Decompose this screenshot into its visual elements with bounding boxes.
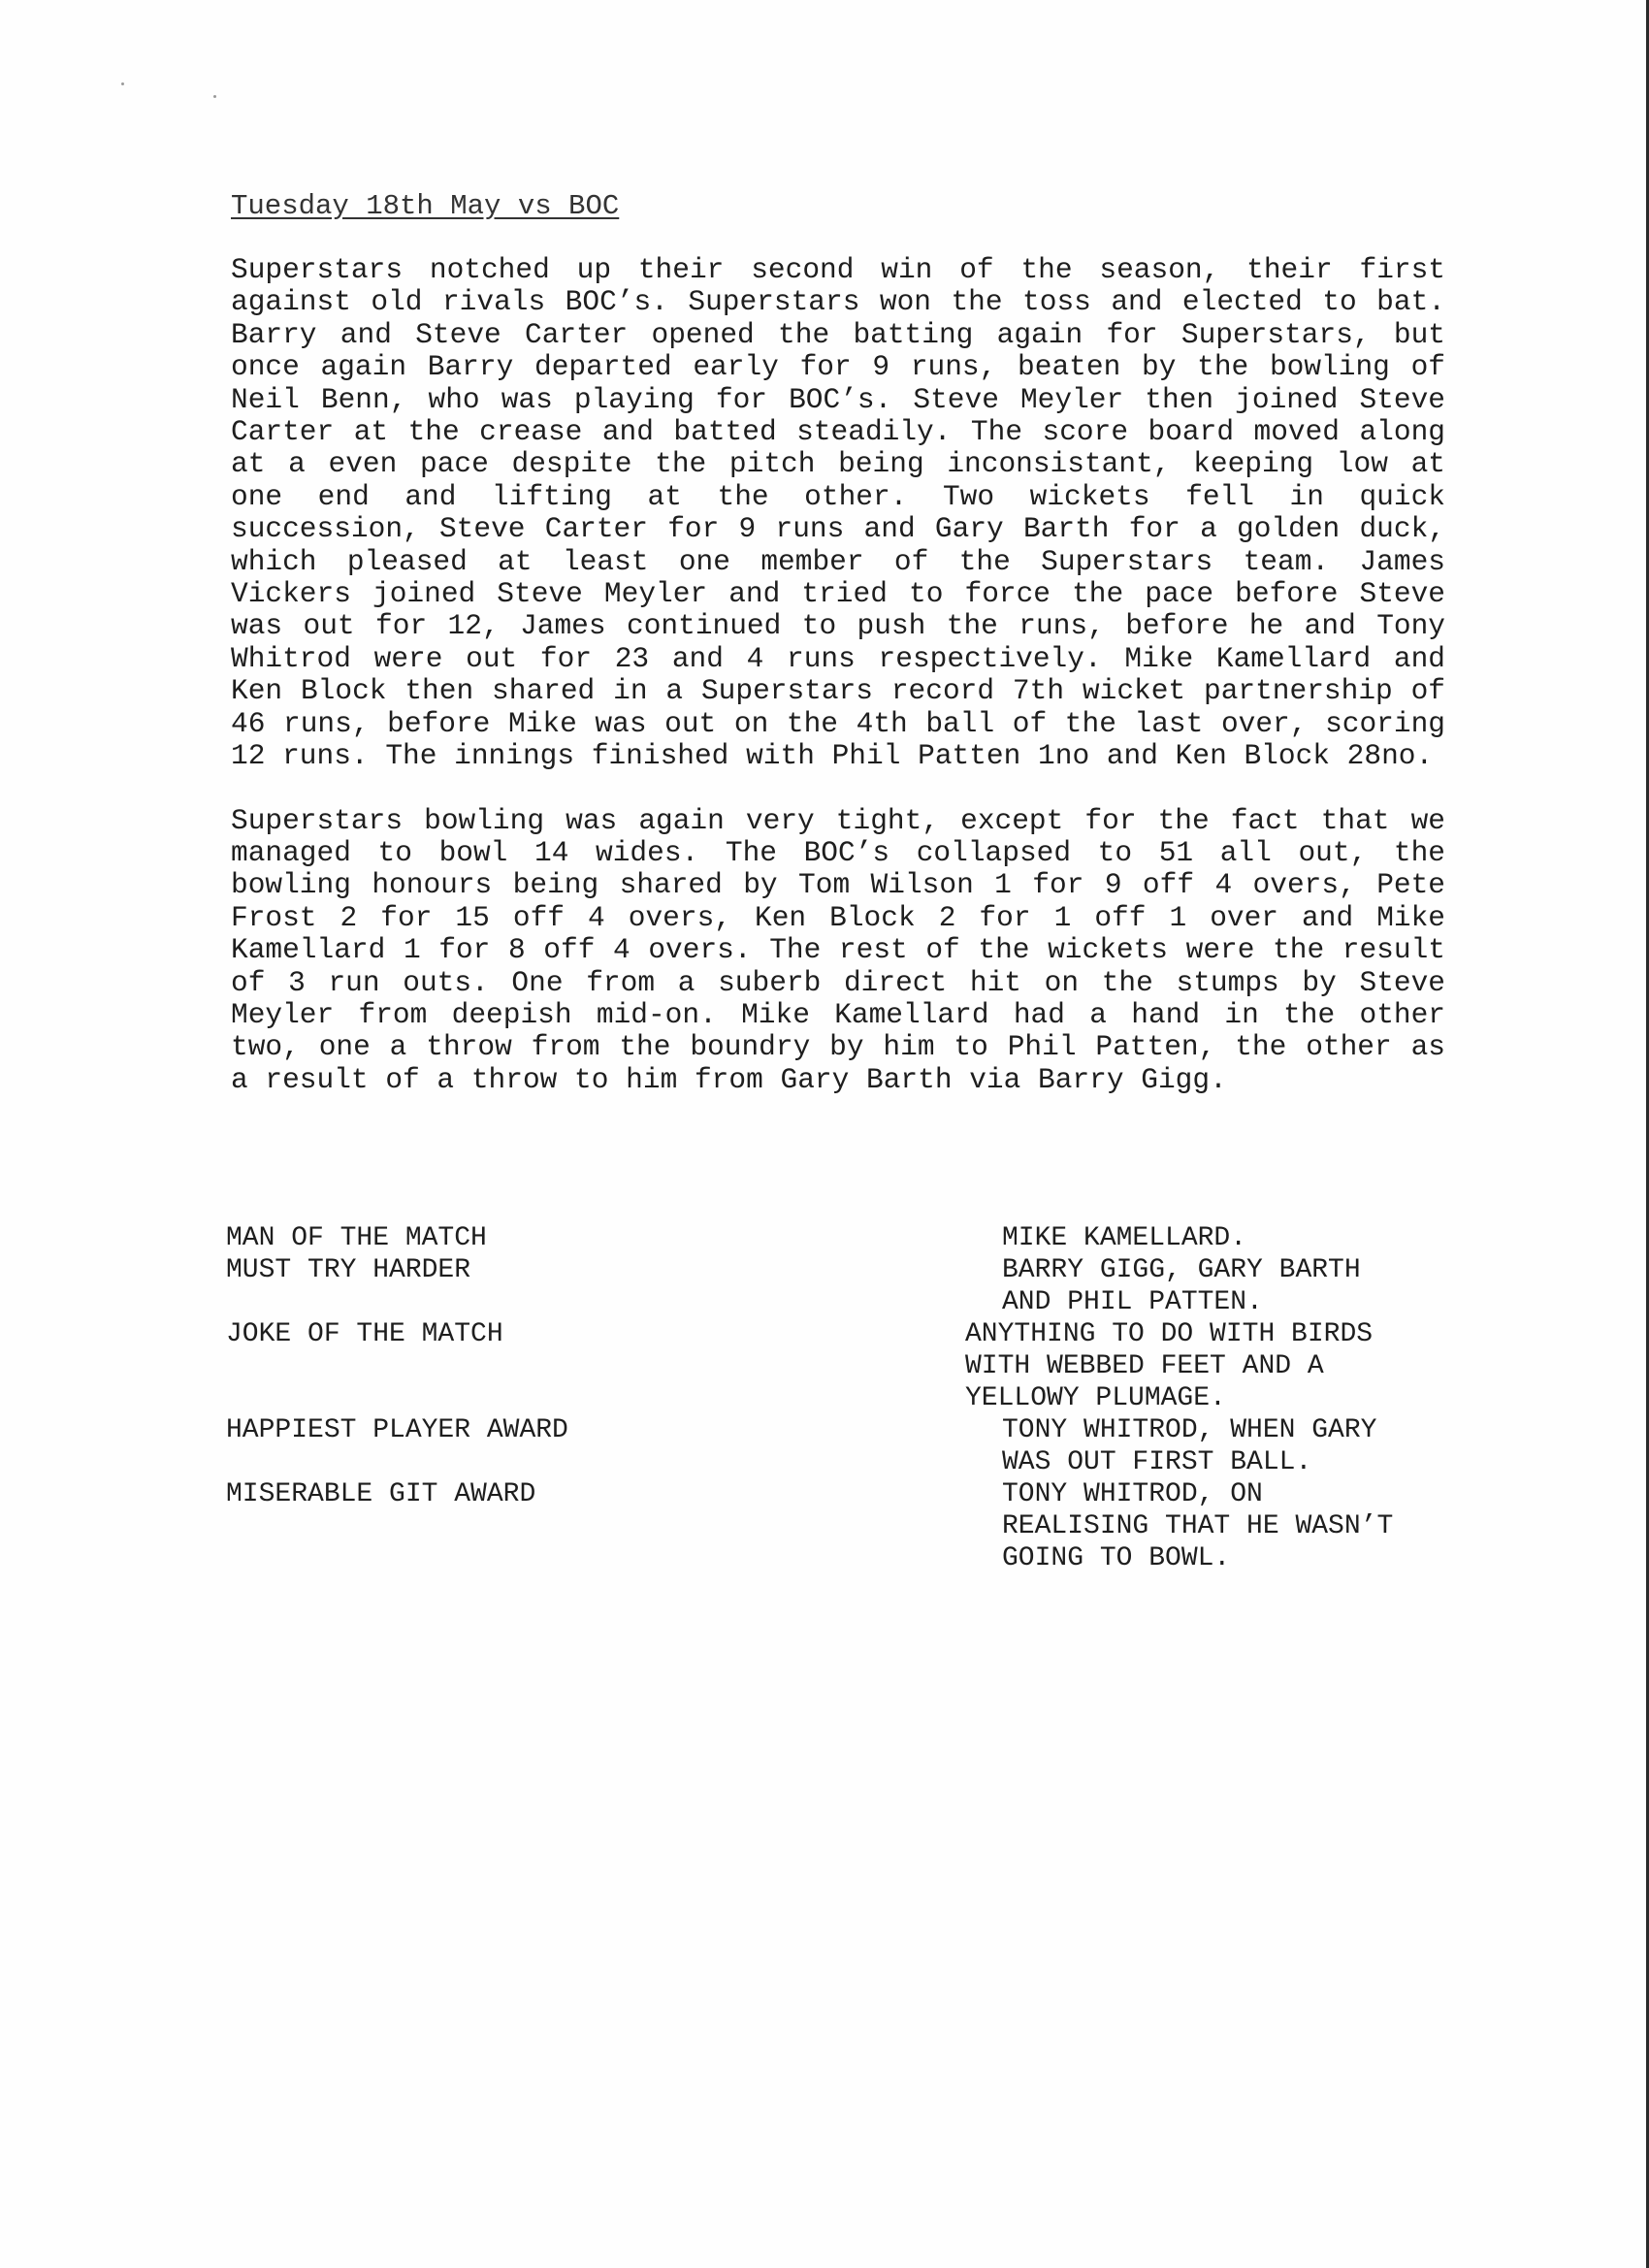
report-title: Tuesday 18th May vs BOC xyxy=(231,190,620,222)
award-row xyxy=(226,1318,1453,1414)
award-value: TONY WHITROD, ON REALISING THAT HE WASN’T GOING TO BOWL. xyxy=(1002,1479,1394,1573)
award-value: ANYTHING TO DO WITH BIRDS WITH WEBBED FEET AND A YELLOWY PLUMAGE. xyxy=(965,1319,1374,1413)
bowling-paragraph: Superstars bowling was again very tight, except for the fact that we managed to bowl 14 wides. The BOC’s collapsed to 51 all out, the bowling honours being shared by Tom Wilson 1 for 9 off 4 overs, Pete Frost 2 for 15 off 4 overs, Ken Block 2 for 1 off 1 over and Mike Kamellard 1 for 8 off 4 overs. The rest of the wickets were the result of 3 run outs. One from a suberb direct hit on the stumps by Steve Meyler from deepish mid-on. Mike Kamellard had a hand in the other two, one a throw from the boundry by him to Phil Patten, the other as a result of a throw to him from Gary Barth via Barry Gigg. xyxy=(231,803,1445,1096)
match-report xyxy=(231,254,1445,1128)
award-row xyxy=(226,1478,1453,1574)
award-row xyxy=(226,1254,1453,1318)
award-label: JOKE OF THE MATCH xyxy=(226,1319,503,1349)
award-label: MUST TRY HARDER xyxy=(226,1255,471,1285)
award-label: HAPPIEST PLAYER AWARD xyxy=(226,1415,568,1445)
awards-list xyxy=(226,1222,1453,1574)
scan-speck xyxy=(213,95,216,98)
award-value: MIKE KAMELLARD. xyxy=(1002,1223,1247,1253)
scan-speck xyxy=(121,82,124,85)
batting-paragraph: Superstars notched up their second win of the season, their first against old rivals BOC’s. Superstars won the toss and elected to bat. Barry and Steve Carter opened the batting again for Superstars, but once again Barry departed early for 9 runs, beaten by the bowling of Neil Benn, who was playing for BOC’s. Steve Meyler then joined Steve Carter at the crease and batted steadily. The score board moved along at a even pace despite the pitch being inconsistant, keeping low at one end and lifting at the other. Two wickets fell in quick succession, Steve Carter for 9 runs and Gary Barth for a golden duck, which pleased at least one member of the Superstars team. James Vickers joined Steve Meyler and tried to force the pace before Steve was out for 12, James continued to push the runs, before he and Tony Whitrod were out for 23 and 4 runs respectively. Mike Kamellard and Ken Block then shared in a Superstars record 7th wicket partnership of 46 runs, before Mike was out on the 4th ball of the last over, scoring 12 runs. The innings finished with Phil Patten 1no and Ken Block 28no. xyxy=(231,253,1445,773)
award-row xyxy=(226,1414,1453,1478)
award-value: TONY WHITROD, WHEN GARY WAS OUT FIRST BALL. xyxy=(1002,1415,1377,1477)
award-row xyxy=(226,1222,1453,1254)
award-value: BARRY GIGG, GARY BARTH AND PHIL PATTEN. xyxy=(1002,1255,1361,1317)
award-label: MISERABLE GIT AWARD xyxy=(226,1479,536,1509)
award-label: MAN OF THE MATCH xyxy=(226,1223,487,1253)
